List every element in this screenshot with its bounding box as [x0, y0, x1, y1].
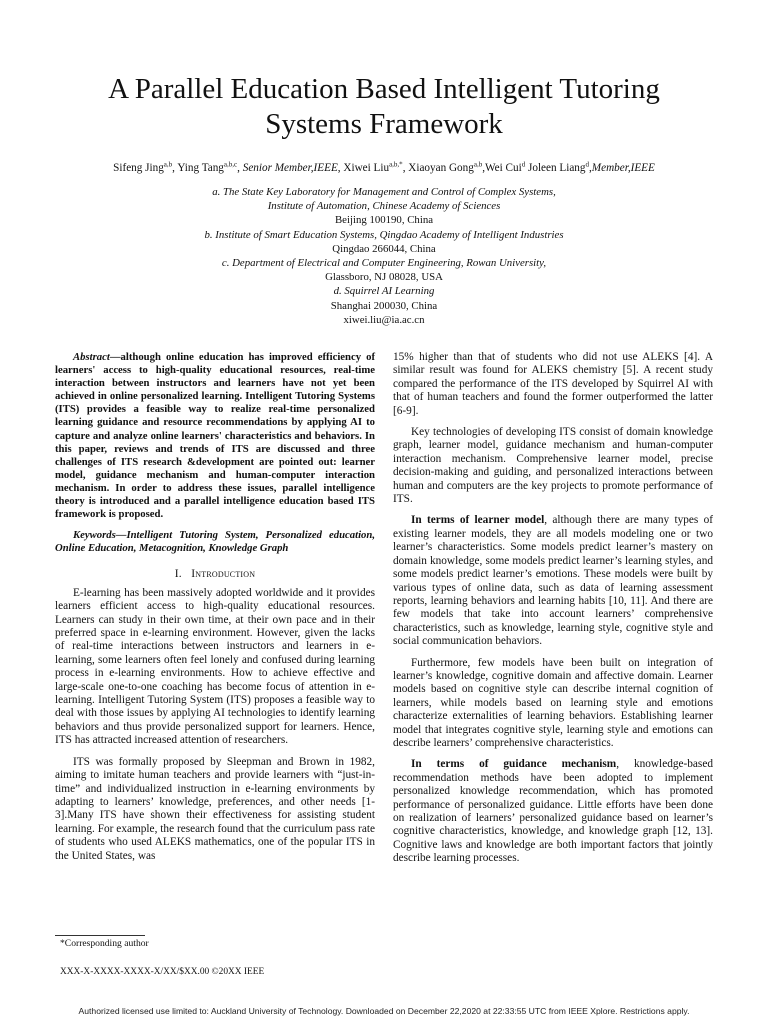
author-1: Sifeng Jing$^{a,b}$, — [113, 160, 178, 174]
paper-title: A Parallel Education Based Intelligent Tutoring Systems Framework — [108, 73, 660, 140]
body-paragraph: 15% higher than that of students who did not use ALEKS [4]. A similar result was found for ALEKS chemistry [5]. A recent study compared the performance of the ITS developed by Squirrel AI with that of human teachers and found the former outperformed the latter [6-9]. — [393, 351, 713, 417]
keywords: Keywords—Intelligent Tutoring System, Personalized education, Online Education, Metacognition, Knowledge Graph — [55, 529, 375, 555]
affiliation-line: b. Institute of Smart Education Systems, Qingdao Academy of Intelligent Industries — [204, 228, 564, 241]
author-5: Wei Cui$^d$ — [485, 160, 526, 174]
affiliation-line: Beijing 100190, China — [334, 214, 434, 227]
author-2: Ying Tang$^{a,b,c}$, Senior Member,IEEE — [177, 160, 338, 174]
body-paragraph: ITS was formally proposed by Sleepman and Brown in 1982, aiming to imitate human teachers and provide learners with “just-in-time” and individualized instruction in e-learning environments by adapting to learners’ knowledge, preferences, and other needs [1-3].Many ITS have shown their effectiveness for assisting student learning. For example, the research found that the curriculum pass rate of students who used ALEKS mathematics, one of the popular ITS in the United States, was — [55, 755, 375, 862]
affiliations — [120, 185, 648, 327]
abstract: Abstract—although online education has improved efficiency of learners' access to high-quality educational resources, real-time interaction between instructors and learners have not yet been achieved in online personalized learning. Intelligent Tutoring Systems (ITS) provides a feasible way to realize real-time personalized learning guidance and resource recommendations by applying AI to capture and analyze online learners' characteristics and behaviors. In this paper, reviews and trends of ITS are discussed and three challenges of ITS research &development are pointed out: learner model, guidance mechanism and human-computer interaction mechanism. In order to address these issues, parallel intelligence theory is introduced and a parallel intelligence education based ITS framework is proposed. — [55, 351, 375, 521]
author-3: , Xiwei Liu$^{a,b,*}$, — [337, 160, 409, 174]
affiliation-line: Institute of Automation, Chinese Academy of Sciences — [267, 200, 501, 213]
affiliation-line: Qingdao 266044, China — [332, 242, 436, 255]
section-heading-introduction: I. Introduction — [174, 567, 256, 581]
body-paragraph-learner-model: In terms of learner model, although there are many types of existing learner models, they are all models modeling one or two learner’s characteristics. Some models predict learner’s mastery on domain knowledge, some models predict learner’s learning styles, and some models predict learner’s emotions. These models were built by various types of online data, such as data of learning assessment reports, learning behaviors and learning habits [10, 11]. And there are few models that take into account learners’ comprehensive characteristics, such as knowledge, learning style, cognitive style and social communication behaviors. — [393, 514, 713, 648]
affiliation-line: Glassboro, NJ 08028, USA — [325, 271, 443, 284]
affiliation-line: c. Department of Electrical and Computer Engineering, Rowan University, — [221, 257, 547, 270]
body-paragraph: Furthermore, few models have been built on integration of learner’s knowledge, cognitive domain and affective domain. Learner models based on cognitive style can describe internal cognition of learners, while models based on learning style and emotions characterize externalities of learning behaviors. Establishing learner model that integrates cognitive style, learning style and emotions can describe learners’ comprehensive characteristics. — [393, 656, 713, 749]
body-paragraph: Key technologies of developing ITS consist of domain knowledge graph, learner model, guidance mechanism and human-computer interaction mechanism. Comprehensive learner model, precise decision-making and guiding, and personalized interactions between human and computers are the key projects to promote performance of ITS. — [393, 426, 713, 506]
copyright-line: XXX-X-XXXX-XXXX-X/XX/$XX.00 ©20XX IEEE — [60, 967, 265, 977]
left-column — [55, 351, 375, 871]
author-4: Xiaoyan Gong$^{a,b}$, — [408, 160, 485, 174]
affiliation-line: d. Squirrel AI Learning — [333, 285, 435, 298]
author-6: Joleen Liang$^d$,Member,IEEE — [528, 160, 655, 174]
body-paragraph-guidance-mechanism: In terms of guidance mechanism, knowledge-based recommendation methods have been adopted to implement personalized knowledge recommendation, which has promoted performance of personalized guidance. Little efforts have been done on realization of learners’ personalized guidance based on learner’s cognitive characteristics, knowledge, and knowledge graph [12, 13]. Cognitive laws and knowledge are both important factors that jointly describe learning processes. — [393, 758, 713, 865]
affiliation-line: a. The State Key Laboratory for Management and Control of Complex Systems, — [212, 186, 556, 198]
right-column — [393, 351, 713, 874]
footnote: *Corresponding author — [60, 938, 149, 949]
affiliation-line: Shanghai 200030, China — [330, 299, 438, 312]
footnote-divider — [55, 935, 145, 936]
body-paragraph: E-learning has been massively adopted worldwide and it provides learners efficient access to high-quality educational resources. Learners can study in their own time, at their own pace and in their preferred space in e-learning environment. However, given the lacks of real-time interactions between instructors and learners in e-learning, some learners often feel lonely and confused during learning process in e-learning environments. How to achieve effective and large-scale one-to-one coaching has become focus of attention in e-learning. Intelligent Tutoring System (ITS) proposes a feasible way to deal with those issues by applying AI technologies to identify learning behaviors and thus provide personalized support for learners. Hence, ITS has attracted increased attention of researchers. — [55, 586, 375, 747]
author-list — [60, 157, 708, 175]
contact-email[interactable]: xiwei.liu@ia.ac.cn — [343, 313, 425, 326]
authorized-use-notice: Authorized licensed use limited to: Auckland University of Technology. Downloaded on December 22,2020 at 22:33:55 UTC from IEEE Xplore. Restrictions apply. — [78, 1006, 690, 1016]
